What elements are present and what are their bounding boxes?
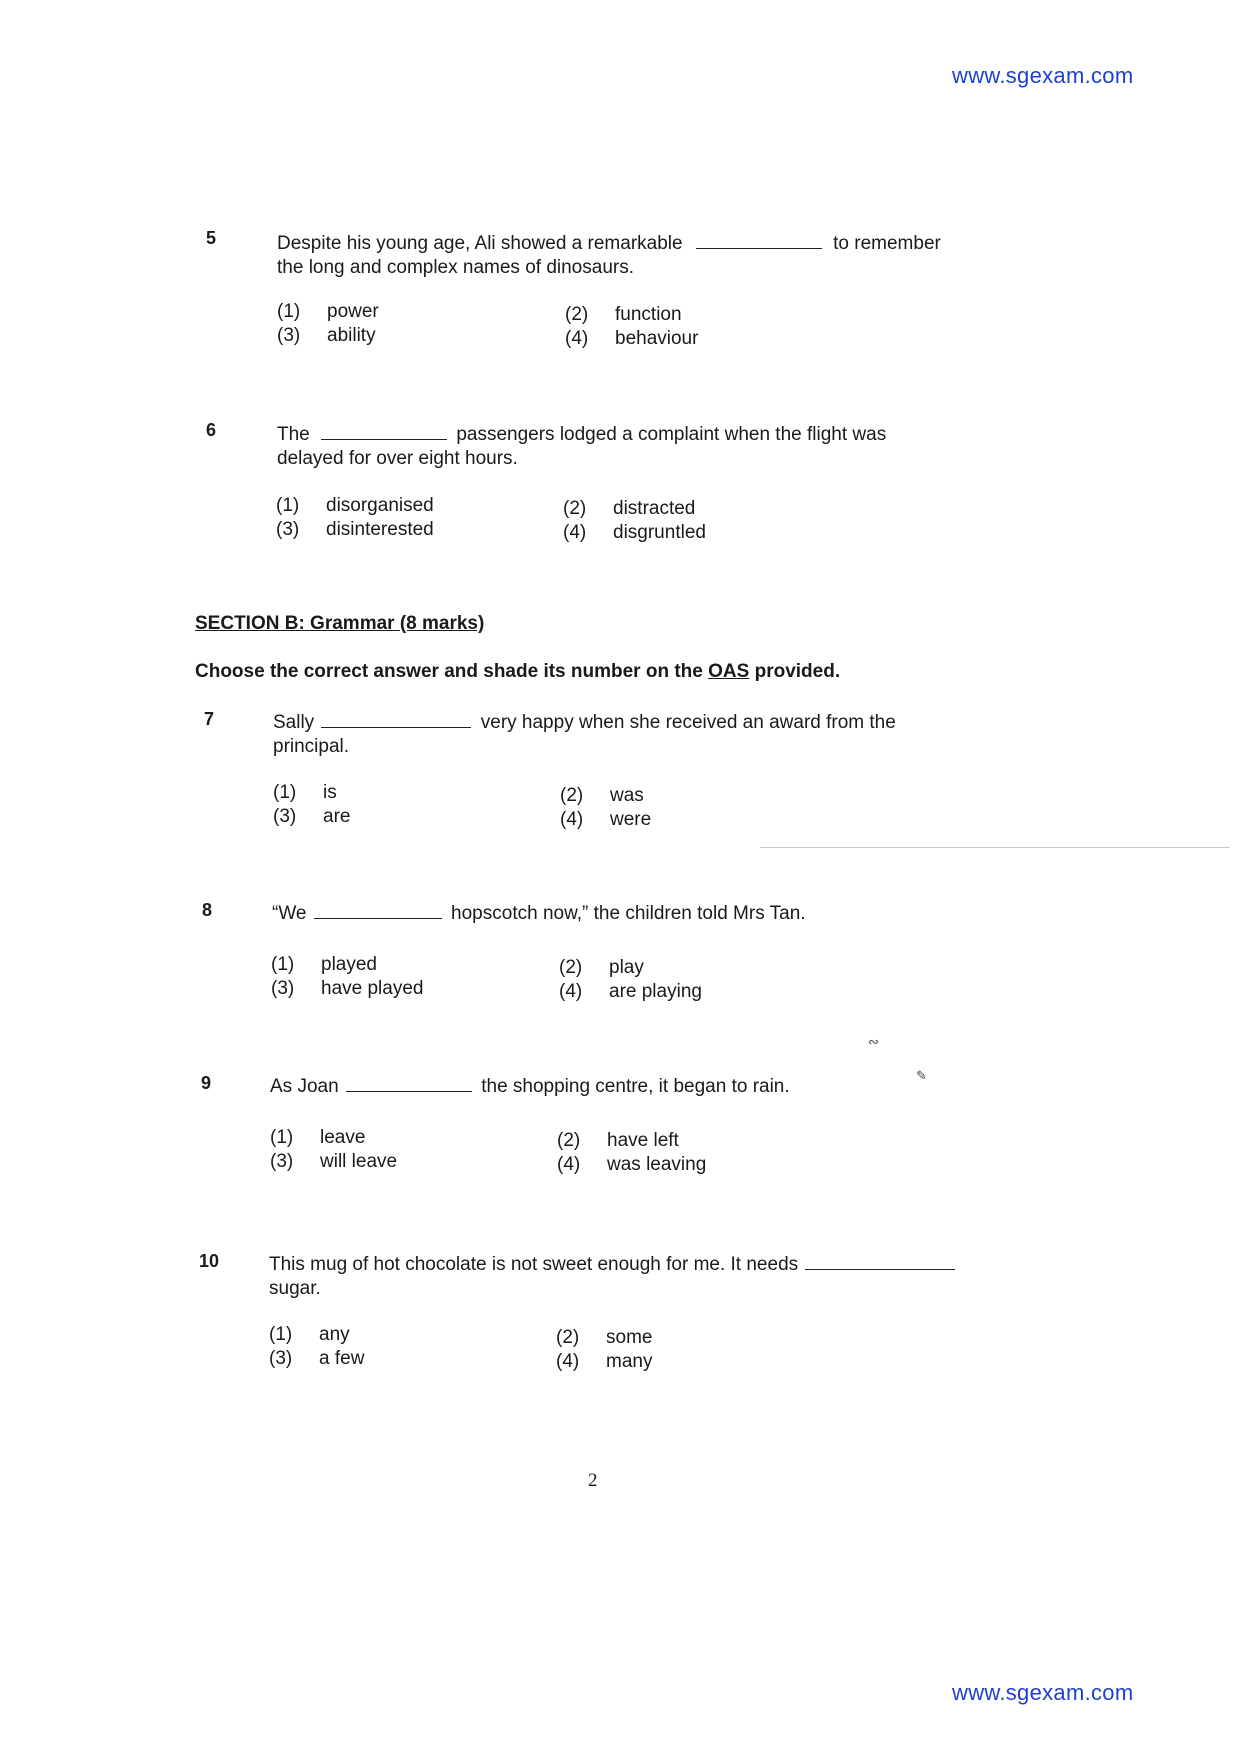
stem-text: delayed for over eight hours. (277, 448, 518, 469)
option-3[interactable] (273, 805, 350, 829)
scan-artifact-line (760, 847, 1230, 848)
question-stem-7 (273, 709, 1013, 759)
scan-speck: ✎ (916, 1068, 927, 1083)
option-1[interactable] (277, 300, 379, 324)
option-number: (3) (277, 325, 301, 346)
option-3[interactable] (276, 518, 434, 542)
option-text: was leaving (607, 1154, 707, 1175)
option-1[interactable] (276, 494, 434, 518)
option-1[interactable] (271, 953, 377, 977)
option-number: (1) (270, 1127, 294, 1148)
answer-blank (805, 1251, 955, 1270)
option-2[interactable] (557, 1129, 679, 1153)
option-number: (3) (269, 1348, 293, 1369)
stem-text: very happy when she received an award from the (480, 712, 896, 733)
option-1[interactable] (270, 1126, 365, 1150)
option-2[interactable] (559, 956, 644, 980)
stem-text: As Joan (270, 1076, 339, 1097)
question-number-5: 5 (206, 228, 217, 248)
stem-text: “We (272, 903, 307, 924)
option-text: power (327, 301, 379, 322)
option-text: behaviour (615, 328, 699, 349)
option-3[interactable] (271, 977, 423, 1001)
option-number: (2) (560, 785, 584, 806)
option-text: leave (320, 1127, 366, 1148)
watermark-link-bottom[interactable]: www.sgexam.com (952, 1680, 1134, 1705)
option-number: (4) (560, 809, 584, 830)
option-number: (2) (557, 1130, 581, 1151)
answer-blank (696, 230, 822, 249)
option-text: are playing (609, 981, 702, 1002)
option-4[interactable] (565, 327, 698, 351)
question-stem-10 (269, 1251, 1029, 1301)
watermark-link-top[interactable]: www.sgexam.com (952, 63, 1134, 88)
stem-text: the long and complex names of dinosaurs. (277, 257, 634, 278)
option-number: (3) (276, 519, 300, 540)
option-text: some (606, 1327, 653, 1348)
stem-text: hopscotch now,” the children told Mrs Tan. (451, 903, 806, 924)
option-3[interactable] (270, 1150, 397, 1174)
option-text: will leave (320, 1151, 398, 1172)
oas-term: OAS (708, 661, 750, 682)
option-text: ability (327, 325, 376, 346)
answer-blank (321, 709, 471, 728)
stem-text: This mug of hot chocolate is not sweet enough for me. It needs (269, 1254, 799, 1275)
option-text: disgruntled (613, 522, 706, 543)
option-number: (2) (563, 498, 587, 519)
option-number: (2) (556, 1327, 580, 1348)
option-text: play (609, 957, 644, 978)
option-2[interactable] (560, 784, 644, 808)
option-number: (1) (269, 1324, 293, 1345)
question-stem-8 (272, 900, 1032, 926)
option-number: (4) (556, 1351, 580, 1372)
option-text: played (321, 954, 377, 975)
stem-text: passengers lodged a complaint when the flight was (456, 424, 887, 445)
option-text: have played (321, 978, 424, 999)
option-number: (3) (273, 806, 297, 827)
option-text: was (610, 785, 644, 806)
option-number: (4) (559, 981, 583, 1002)
option-number: (2) (565, 304, 589, 325)
stem-text: principal. (273, 736, 350, 757)
scan-speck: ∾ (868, 1034, 879, 1049)
option-2[interactable] (556, 1326, 652, 1350)
option-4[interactable] (559, 980, 702, 1004)
instruction-text: Choose the correct answer and shade its number on the (195, 661, 703, 682)
question-number-6: 6 (206, 420, 217, 440)
option-number: (4) (557, 1154, 581, 1175)
stem-text: to remember (833, 233, 941, 254)
option-text: were (610, 809, 652, 830)
stem-text: Despite his young age, Ali showed a remarkable (277, 233, 683, 254)
question-stem-6 (277, 421, 1017, 471)
option-1[interactable] (273, 781, 337, 805)
option-text: many (606, 1351, 653, 1372)
option-text: are (323, 806, 351, 827)
option-4[interactable] (557, 1153, 706, 1177)
option-text: distracted (613, 498, 696, 519)
option-text: function (615, 304, 682, 325)
option-number: (3) (271, 978, 295, 999)
question-stem-9 (270, 1073, 1030, 1099)
option-number: (1) (273, 782, 297, 803)
page-number: 2 (588, 1470, 598, 1491)
option-text: any (319, 1324, 350, 1345)
option-4[interactable] (563, 521, 706, 545)
option-1[interactable] (269, 1323, 350, 1347)
option-number: (3) (270, 1151, 294, 1172)
stem-text: the shopping centre, it began to rain. (481, 1076, 790, 1097)
question-number-10: 10 (199, 1251, 220, 1271)
question-number-9: 9 (201, 1073, 212, 1093)
stem-text: sugar. (269, 1278, 321, 1299)
question-number-8: 8 (202, 900, 213, 920)
stem-text: The (277, 424, 310, 445)
section-title: SECTION B: Grammar (8 marks) (195, 613, 485, 634)
option-2[interactable] (563, 497, 695, 521)
option-number: (1) (271, 954, 295, 975)
section-instruction (195, 661, 840, 683)
option-3[interactable] (269, 1347, 364, 1371)
stem-text: Sally (273, 712, 315, 733)
option-number: (1) (277, 301, 301, 322)
option-number: (2) (559, 957, 583, 978)
answer-blank (346, 1073, 472, 1092)
instruction-text: provided. (754, 661, 841, 682)
option-text: a few (319, 1348, 365, 1369)
option-number: (4) (563, 522, 587, 543)
answer-blank (321, 421, 447, 440)
option-text: have left (607, 1130, 679, 1151)
option-2[interactable] (565, 303, 682, 327)
question-stem-5 (277, 230, 1017, 280)
question-number-7: 7 (204, 709, 215, 729)
option-text: disinterested (326, 519, 434, 540)
option-text: is (323, 782, 337, 803)
option-text: disorganised (326, 495, 434, 516)
option-number: (4) (565, 328, 589, 349)
option-number: (1) (276, 495, 300, 516)
option-3[interactable] (277, 324, 376, 348)
option-4[interactable] (556, 1350, 652, 1374)
answer-blank (314, 900, 442, 919)
option-4[interactable] (560, 808, 651, 832)
